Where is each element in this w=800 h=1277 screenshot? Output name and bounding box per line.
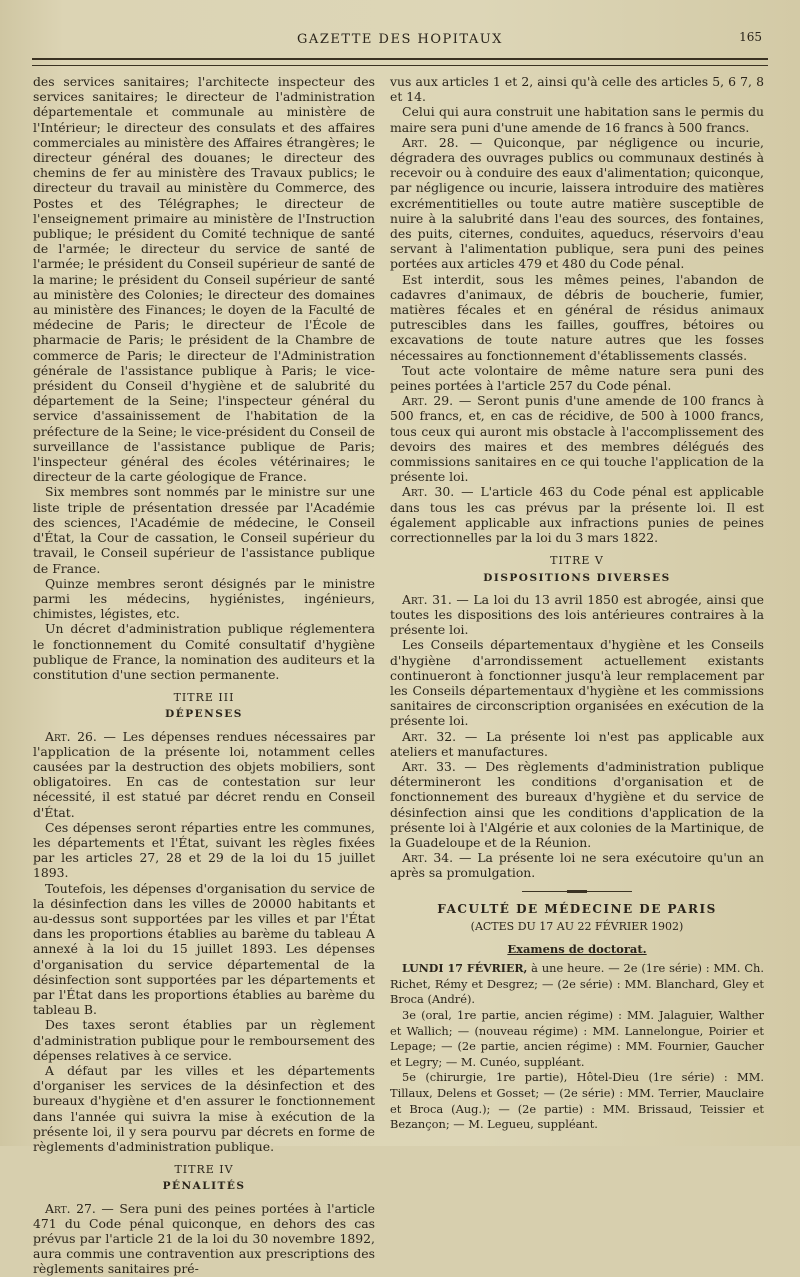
paragraph: Six membres sont nommés par le ministre sur une liste triple de présentation dressée par l'Académie des sciences, l'Académie de médecine, le Conseil d'État, la Cour de cassation, le Conseil supérieur du travail, le Conseil supérieur de l'assistance publique de France.: [33, 484, 375, 576]
article-label: Art. 33.: [402, 758, 456, 774]
paragraph: Ces dépenses seront réparties entre les communes, les départements et l'État, suivant les règles fixées par les articles 27, 28 et 29 de la loi du 15 juillet 1893.: [33, 819, 375, 881]
faculty-heading: FACULTÉ DE MÉDECINE DE PARIS: [437, 901, 717, 916]
exam-listing: [390, 961, 764, 1133]
article-paragraph: [390, 135, 764, 272]
article-text: — La présente loi ne sera exécutoire qu'un an après sa promulgation.: [390, 850, 765, 881]
article-text: — L'article 463 du Code pénal est applicable dans tous les cas prévus par la présente loi. Il est également applicable aux infractions punies de peines correctionnelles par la loi du 3 mars 1822.: [390, 484, 764, 546]
article-label: Art. 31.: [402, 591, 452, 607]
section-subheading: DÉPENSES: [165, 708, 243, 721]
left-column: [33, 74, 375, 1277]
paragraph: vus aux articles 1 et 2, ainsi qu'à celle des articles 5, 6 7, 8 et 14.: [390, 74, 764, 105]
article-paragraph: [390, 393, 764, 484]
paragraph: Quinze membres seront désignés par le ministre parmi les médecins, hygiénistes, ingénieurs, chimistes, légistes, etc.: [33, 575, 375, 622]
article-text: — Quiconque, par négligence ou incurie, dégradera des ouvrages publics ou communaux destinés à recevoir ou à conduire des eaux d'alimentation; quiconque, par négligence ou incurie, laissera introduire des matières excrémentitielles ou toute autre matière susceptible de nuire à la salubrité dans l'eau des sources, des fontaines, des puits, citernes, conduites, aqueducs, réservoirs d'eau servant à l'alimentation publique, sera puni des peines portées aux articles 479 et 480 du Code pénal.: [390, 134, 764, 272]
article-paragraph: [33, 1201, 375, 1277]
article-text: — La loi du 13 avril 1850 est abrogée, ainsi que toutes les dispositions des lois antérieures contraires à la présente loi.: [390, 591, 764, 638]
paragraph: Toutefois, les dépenses d'organisation du service de la désinfection dans les villes de 20000 habitants et au-dessus sont supportées par les villes et par l'État dans les proportions établies au barème du tableau A annexé à la loi du 15 juillet 1893. Les dépenses d'organisation du service départemental de la désinfection sont supportées par les départements et par l'État dans les proportions établies au barème du tableau B.: [33, 880, 375, 1018]
article-label: Art. 34.: [402, 850, 454, 866]
section-heading: TITRE III: [173, 691, 235, 705]
faculty-dates: (ACTES DU 17 AU 22 FÉVRIER 1902): [470, 919, 684, 933]
section-heading: TITRE IV: [174, 1163, 234, 1177]
header-rule-thin: [32, 65, 768, 66]
article-paragraph: [390, 759, 764, 850]
header-rule: [32, 58, 768, 60]
section-subheading: PÉNALITÉS: [162, 1180, 246, 1193]
paragraph: Les Conseils départementaux d'hygiène et les Conseils d'hygiène d'arrondissement actuellement existants continueront à fonctionner jusqu'à leur remplacement par les Conseils départementaux d'hygiène et les commissions sanitaires de circonscription organisées en exécution de la présente loi.: [390, 637, 764, 729]
article-text: — Seront punis d'une amende de 100 francs à 500 francs, et, en cas de récidive, de 500 à 1000 francs, tous ceux qui auront mis obstacle à l'accomplissement des devoirs des maires et des membres délégués des commissions sanitaires en ce qui touche l'application de la présente loi.: [390, 393, 764, 485]
article-paragraph: [390, 850, 764, 880]
section-subheading: DISPOSITIONS DIVERSES: [483, 571, 671, 584]
paragraph: Celui qui aura construit une habitation sans le permis du maire sera puni d'une amende de 16 francs à 500 francs.: [390, 104, 764, 135]
paragraph: A défaut par les villes et les départements d'organiser les services de la désinfection et des bureaux d'hygiène et d'en assurer le fonctionnement dans l'année qui suivra la mise à exécution de la présente loi, il y sera pourvu par décrets en forme de règlements d'administration publique.: [33, 1063, 375, 1155]
article-text: — Sera puni des peines portées à l'article 471 du Code pénal quiconque, en dehors des cas prévus par l'article 21 de la loi du 30 novembre 1892, aura commis une contravention aux prescriptions des règlements sanitaires pré-: [33, 1200, 375, 1277]
section-heading: TITRE V: [550, 554, 604, 568]
article-label: Art. 30.: [402, 484, 455, 500]
exams-heading: Examens de doctorat.: [507, 941, 647, 956]
paragraph: Est interdit, sous les mêmes peines, l'abandon de cadavres d'animaux, de débris de boucherie, fumier, matières fécales et en général de résidus animaux putrescibles dans les failles, gouffres, bétoires ou excavations de toute nature autres que les fosses nécessaires au fonctionnement d'établissements classés.: [390, 271, 764, 363]
article-label: Art. 26.: [45, 728, 97, 744]
exam-entry: 3e (oral, 1re partie, ancien régime) : MM. Jalaguier, Walther et Wallich; — (nouveau régime) : MM. Lannelongue, Poirier et Lepage; — (2e partie, ancien régime) : MM. Fournier, Gaucher et Legry; — M. Cunéo, suppléant.: [390, 1007, 764, 1069]
paragraph: des services sanitaires; l'architecte inspecteur des services sanitaires; le directeur de l'administration départementale et communale au ministère de l'Intérieur; le directeur des consulats et des affaires commerciales au ministère des Affaires étrangères; le directeur général des douanes; le directeur des chemins de fer au ministère des Travaux publics; le directeur du travail au ministère du Commerce, des Postes et des Télégraphes; le directeur de l'enseignement primaire au ministère de l'Instruction publique; le président du Comité technique de santé de l'armée; le directeur du service de santé de l'armée; le président du Conseil supérieur de santé de la marine; le président du Conseil supérieur de santé au ministère des Colonies; le directeur des domaines au ministère des Finances; le doyen de la Faculté de médecine de Paris; le directeur de l'École de pharmacie de Paris; le président de la Chambre de commerce de Paris; le directeur de l'Administration générale de l'assistance publique à Paris; le vice-président du Conseil d'hygiène et de salubrité du département de la Seine; l'inspecteur général du service d'assainissement de l'habitation de la préfecture de la Seine; le vice-président du Conseil de surveillance de l'assistance publique de Paris; l'inspecteur général des écoles vétérinaires; le directeur de la carte géologique de France.: [33, 74, 375, 485]
exam-entry: 5e (chirurgie, 1re partie), Hôtel-Dieu (1re série) : MM. Tillaux, Delens et Gosset; — (2e série) : MM. Terrier, Mauclaire et Broca (Aug.); — (2e partie) : MM. Brissaud, Teissier et Bezançon; — M. Legueu, suppléant.: [390, 1070, 764, 1132]
article-text: — Des règlements d'administration publique détermineront les conditions d'organisation et de fonctionnement des bureaux d'hygiène et du service de désinfection ainsi que les conditions d'application de la présente loi à l'Algérie et aux colonies de la Martinique, de la Guadeloupe et de la Réunion.: [390, 758, 765, 850]
paragraph: Tout acte volontaire de même nature sera puni des peines portées à l'article 257 du Code pénal.: [390, 362, 764, 394]
article-label: Art. 32.: [402, 728, 457, 744]
article-label: Art. 27.: [45, 1200, 96, 1216]
article-paragraph: [390, 592, 764, 638]
article-paragraph: [390, 729, 764, 759]
article-label: Art. 28.: [402, 134, 459, 150]
exam-day: LUNDI 17 FÉVRIER,: [402, 962, 528, 976]
article-text: — Les dépenses rendues nécessaires par l'application de la présente loi, notamment celles causées par la destruction des objets mobiliers, sont obligatoires. En cas de contestation sur leur nécessité, il est statué par décret rendu en Conseil d'État.: [33, 728, 375, 820]
publication-title: GAZETTE DES HOPITAUX: [297, 32, 503, 47]
right-column: [390, 74, 764, 1133]
article-paragraph: [33, 729, 375, 820]
article-paragraph: [390, 484, 764, 545]
article-text: — La présente loi n'est pas applicable aux ateliers et manufactures.: [390, 728, 764, 759]
page-header: [30, 30, 770, 52]
paragraph: Un décret d'administration publique réglementera le fonctionnement du Comité consultatif d'hygiène publique de France, la nomination des auditeurs et la constitution d'une section permanente.: [33, 621, 375, 682]
section-separator: [522, 891, 632, 892]
page-number: 165: [739, 30, 762, 44]
paragraph: Des taxes seront établies par un règlement d'administration publique pour le remboursement des dépenses relatives à ce service.: [33, 1017, 375, 1063]
exam-text: à une heure. — 2e (1re série) : MM. Ch. Richet, Rémy et Desgrez; — (2e série) : MM. Blanchard, Gley et Broca (André).: [390, 961, 764, 1007]
article-label: Art. 29.: [402, 393, 454, 409]
exam-entry: [390, 961, 764, 1008]
